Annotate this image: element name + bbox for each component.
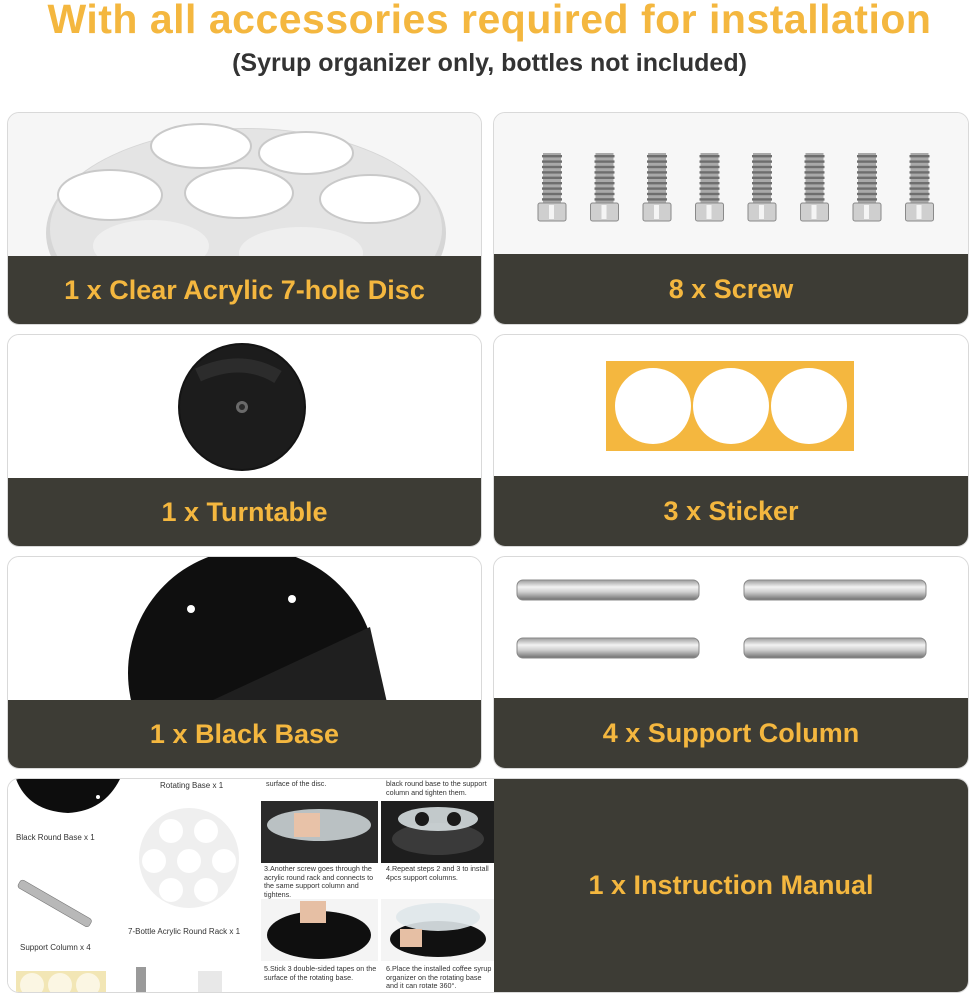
item-label-band bbox=[8, 478, 481, 546]
manual-step-4: 4.Repeat steps 2 and 3 to install 4pcs support columns. bbox=[386, 864, 489, 882]
instruction-manual-illustration bbox=[8, 779, 494, 993]
manual-step-6: 6.Place the installed coffee syrup organizer on the rotating base and it can rotate 360°. bbox=[386, 964, 492, 990]
manual-part-black-round-base: Black Round Base x 1 bbox=[16, 833, 95, 842]
screw-photo bbox=[494, 113, 969, 256]
manual-step-text: black round base to the support column and tighten them. bbox=[386, 779, 487, 797]
item-card-support-column bbox=[493, 556, 969, 769]
support-column-photo bbox=[494, 557, 969, 700]
item-card-black-base bbox=[7, 556, 482, 769]
item-label-band bbox=[494, 476, 968, 546]
item-label: 4 x Support Column bbox=[602, 717, 860, 748]
manual-part-support-column: Support Column x 4 bbox=[20, 943, 91, 952]
instruction-manual-sheet bbox=[8, 779, 494, 993]
manual-step-3: 3.Another screw goes through the acrylic round rack and connects to the same support column and tightens. bbox=[264, 864, 374, 899]
item-card-instruction-manual bbox=[7, 778, 969, 993]
acrylic-disc-photo bbox=[8, 113, 482, 258]
page-title: With all accessories required for installation bbox=[47, 0, 932, 42]
item-label: 1 x Turntable bbox=[161, 496, 328, 527]
manual-part-rotating-base: Rotating Base x 1 bbox=[160, 781, 224, 790]
page-subtitle: (Syrup organizer only, bottles not included) bbox=[232, 49, 747, 77]
turntable-photo bbox=[8, 335, 482, 480]
item-card-acrylic-disc bbox=[7, 112, 482, 325]
item-label-band bbox=[8, 700, 481, 768]
item-card-sticker bbox=[493, 334, 969, 547]
manual-part-rack: 7-Bottle Acrylic Round Rack x 1 bbox=[128, 927, 241, 936]
item-card-turntable bbox=[7, 334, 482, 547]
manual-step-5: 5.Stick 3 double-sided tapes on the surface of the rotating base. bbox=[264, 964, 377, 982]
item-label-band bbox=[8, 256, 481, 324]
item-label: 1 x Clear Acrylic 7-hole Disc bbox=[64, 274, 425, 305]
item-label: 8 x Screw bbox=[668, 273, 794, 304]
item-card-screw bbox=[493, 112, 969, 325]
item-label-band bbox=[494, 254, 968, 324]
item-label-band bbox=[494, 698, 968, 768]
manual-step-text: surface of the disc. bbox=[266, 779, 327, 788]
item-label-band bbox=[494, 779, 968, 992]
item-label: 3 x Sticker bbox=[663, 495, 799, 526]
item-label: 1 x Black Base bbox=[149, 718, 340, 749]
sticker-photo bbox=[494, 335, 969, 478]
item-label: 1 x Instruction Manual bbox=[588, 870, 874, 900]
black-base-photo bbox=[8, 557, 482, 702]
